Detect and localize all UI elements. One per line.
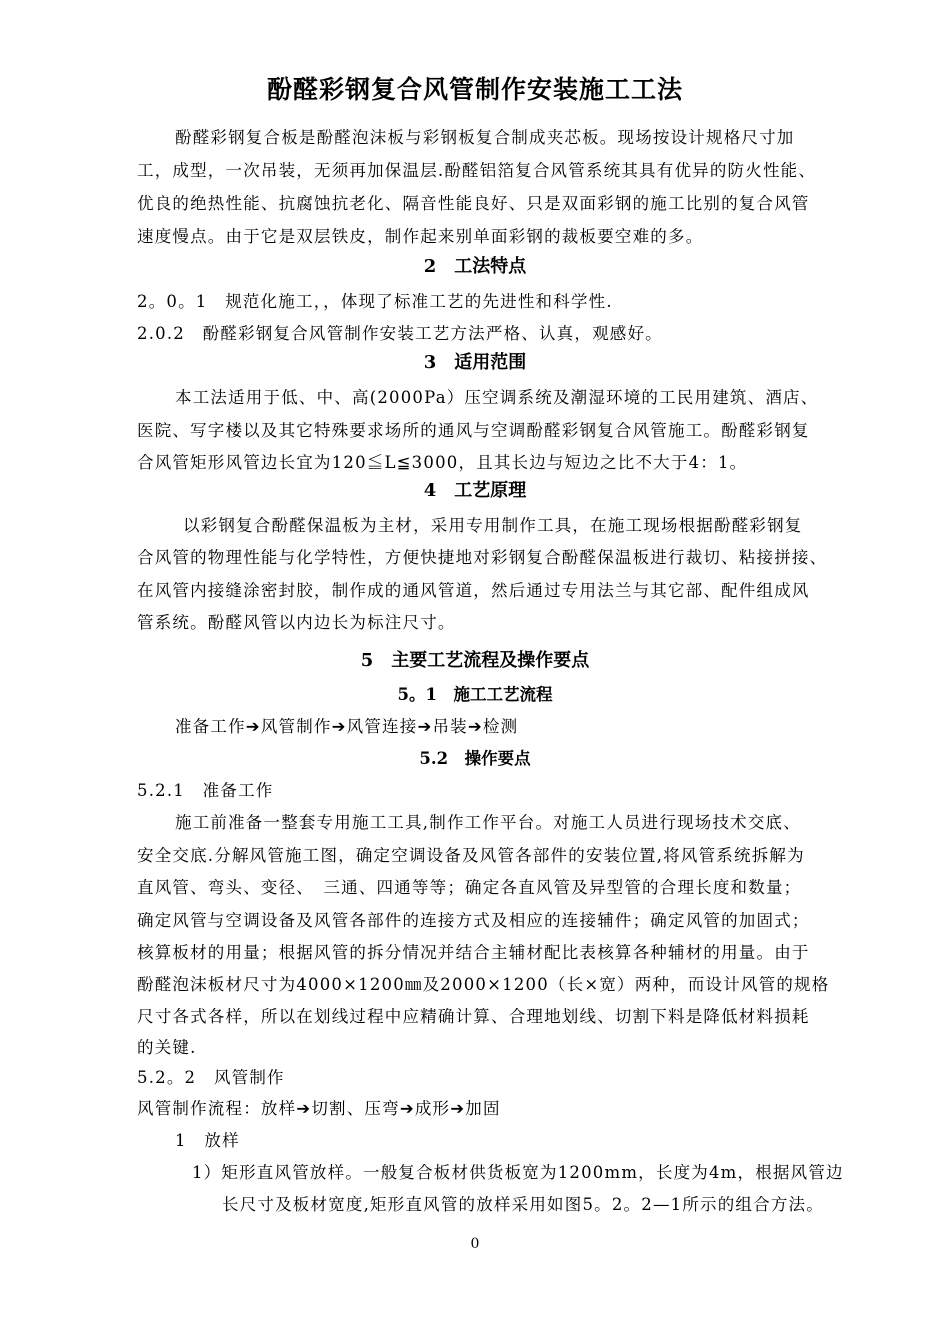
s3-line: 医院、写字楼以及其它特殊要求场所的通风与空调酚醛彩钢复合风管施工。酚醛彩钢复 [137,421,810,440]
section-5-1-heading: 5。1 施工工艺流程 [397,685,553,704]
section-5-2-2-heading: 5.2。2 风管制作 [137,1068,285,1087]
section-3-heading: 3 适用范围 [423,352,527,373]
item-1-1-line: 长尺寸及板材宽度,矩形直风管的放样采用如图5。2。2—1所示的组合方法。 [222,1195,824,1214]
intro-line: 工，成型，一次吊装，无须再加保温层.酚醛铝箔复合风管系统其具有优异的防火性能、 [137,161,817,180]
intro-line: 酚醛彩钢复合板是酚醛泡沫板与彩钢板复合制成夹芯板。现场按设计规格尺寸加 [175,128,795,147]
s2-line: 2.0.2 酚醛彩钢复合风管制作安装工艺方法严格、认真，观感好。 [137,324,663,343]
s4-line: 以彩钢复合酚醛保温板为主材，采用专用制作工具，在施工现场根据酚醛彩钢复 [183,516,803,535]
s521-line: 施工前准备一整套专用施工工具,制作工作平台。对施工人员进行现场技术交底、 [175,813,801,832]
process-flow: 准备工作➔风管制作➔风管连接➔吊装➔检测 [175,717,519,736]
s521-line: 确定风管与空调设备及风管各部件的连接方式及相应的连接辅件；确定风管的加固式； [137,911,810,930]
s521-line: 的关键. [137,1038,197,1057]
s4-line: 在风管内接缝涂密封胶，制作成的通风管道，然后通过专用法兰与其它部、配件组成风 [137,581,810,600]
duct-flow: 风管制作流程：放样➔切割、压弯➔成形➔加固 [137,1099,501,1118]
intro-line: 优良的绝热性能、抗腐蚀抗老化、隔音性能良好、只是双面彩钢的施工比别的复合风管 [137,194,810,213]
section-5-2-1-heading: 5.2.1 准备工作 [137,781,274,800]
s521-line: 酚醛泡沫板材尺寸为4000×1200㎜及2000×1200（长×宽）两种，而设计风管的规格 [137,975,830,994]
page-number: 0 [470,1236,480,1252]
section-5-heading: 5 主要工艺流程及操作要点 [360,650,590,671]
document-title: 酚醛彩钢复合风管制作安装施工工法 [266,75,683,104]
item-1-1-line: 1）矩形直风管放样。一般复合板材供货板宽为1200mm，长度为4m，根据风管边 [192,1163,844,1182]
s2-line: 2。0。1 规范化施工，，体现了标准工艺的先进性和科学性. [137,292,613,311]
item-1-heading: 1 放样 [175,1131,240,1150]
s521-line: 核算板材的用量；根据风管的拆分情况并结合主辅材配比表核算各种辅材的用量。由于 [137,943,810,962]
intro-line: 速度慢点。由于它是双层铁皮，制作起来别单面彩钢的裁板要空难的多。 [137,227,704,246]
s3-line: 本工法适用于低、中、高(2000Pa）压空调系统及潮湿环境的工民用建筑、酒店、 [175,388,819,407]
section-2-heading: 2 工法特点 [423,256,527,277]
s4-line: 合风管的物理性能与化学特性，方便快捷地对彩钢复合酚醛保温板进行裁切、粘接拼接、 [137,548,828,567]
s4-line: 管系统。酚醛风管以内边长为标注尺寸。 [137,613,456,632]
section-5-2-heading: 5.2 操作要点 [419,749,531,768]
s3-line: 合风管矩形风管边长宜为120≦L≦3000，且其长边与短边之比不大于4：1。 [137,453,748,472]
s521-line: 安全交底.分解风管施工图，确定空调设备及风管各部件的安装位置,将风管系统拆解为 [137,846,805,865]
section-4-heading: 4 工艺原理 [423,480,527,501]
s521-line: 直风管、弯头、变径、 三通、四通等等；确定各直风管及异型管的合理长度和数量； [137,878,802,897]
s521-line: 尺寸各式各样，所以在划线过程中应精确计算、合理地划线、切割下料是降低材料损耗 [137,1007,810,1026]
